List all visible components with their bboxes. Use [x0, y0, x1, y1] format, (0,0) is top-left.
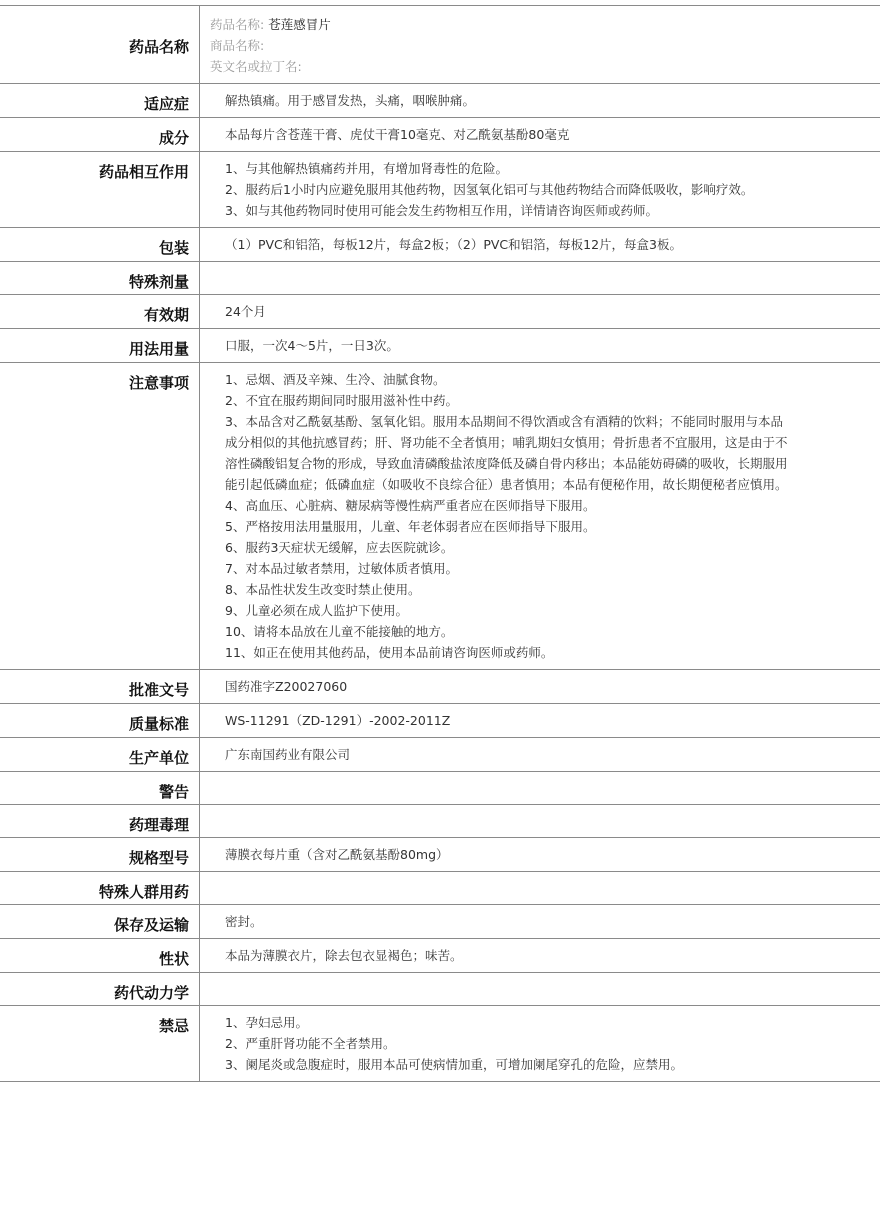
row-label: 特殊剂量: [0, 262, 200, 294]
value-line: 口服，一次4～5片，一日3次。: [225, 338, 399, 353]
value-line: 本品每片含苍莲干膏、虎仗干膏10毫克、对乙酰氨基酚80毫克: [225, 127, 570, 142]
value-line: 本品为薄膜衣片，除去包衣显褐色；味苦。: [225, 948, 463, 963]
row-label: 包装: [0, 228, 200, 261]
value-line: 6、服药3天症状无缓解，应去医院就诊。: [225, 540, 454, 555]
info-row: [0, 152, 880, 228]
row-value: [200, 872, 790, 904]
row-value: [200, 805, 790, 837]
row-value: [200, 772, 790, 804]
row-label: 性状: [0, 939, 200, 972]
row-label: 用法用量: [0, 329, 200, 362]
row-label: 警告: [0, 772, 200, 804]
value-line: 2、不宜在服药期间同时服用滋补性中药。: [225, 393, 458, 408]
value-line: （1）PVC和铝箔，每板12片，每盒2板；（2）PVC和铝箔，每板12片，每盒3板。: [225, 237, 683, 252]
info-row: [0, 905, 880, 939]
info-row: [0, 838, 880, 872]
row-label: 保存及运输: [0, 905, 200, 938]
row-value: [200, 1006, 790, 1081]
info-row: [0, 329, 880, 363]
row-label: 成分: [0, 118, 200, 151]
row-value: [200, 905, 790, 938]
value-line: 5、严格按用法用量服用，儿童、年老体弱者应在医师指导下服用。: [225, 519, 596, 534]
row-label: 适应症: [0, 84, 200, 117]
value-line: 1、与其他解热镇痛药并用，有增加肾毒性的危险。: [225, 161, 508, 176]
row-value: [200, 939, 790, 972]
row-value: [200, 670, 790, 703]
row-value: [200, 228, 790, 261]
row-value: [200, 704, 790, 737]
row-value: [200, 295, 790, 328]
generic-name-line: [210, 14, 775, 35]
drug-info-table: [0, 5, 880, 1082]
value-line: 1、孕妇忌用。: [225, 1015, 308, 1030]
row-label: 药代动力学: [0, 973, 200, 1005]
value-line: WS-11291（ZD-1291）-2002-2011Z: [225, 713, 451, 728]
value-line: 广东南国药业有限公司: [225, 747, 351, 762]
value-line: 2、服药后1小时内应避免服用其他药物，因氢氧化铝可与其他药物结合而降低吸收，影响疗效。: [225, 182, 754, 197]
value-line: 7、对本品过敏者禁用，过敏体质者慎用。: [225, 561, 458, 576]
value-line: 密封。: [225, 914, 263, 929]
value-line: 薄膜衣每片重（含对乙酰氨基酚80mg）: [225, 847, 449, 862]
row-label: 批准文号: [0, 670, 200, 703]
info-row: [0, 228, 880, 262]
row-value: [200, 152, 790, 227]
row-value: [200, 363, 790, 669]
value-line: 8、本品性状发生改变时禁止使用。: [225, 582, 421, 597]
row-value: [200, 838, 790, 871]
row-value: [200, 262, 790, 294]
value-line: 3、本品含对乙酰氨基酚、氢氧化铝。服用本品期间不得饮酒或含有酒精的饮料；不能同时服用与本品成分相似的其他抗感冒药；肝、肾功能不全者慎用；哺乳期妇女慎用；骨折患者不宜服用，这是由于不溶性磷酸铝复合物的形成，导致血清磷酸盐浓度降低及磷自骨内移出；本品能妨碍磷的吸收，长期服用能引起低磷血症；低磷血症（如吸收不良综合征）患者慎用；本品有便秘作用，故长期便秘者应慎用。: [225, 414, 788, 492]
trade-name-key: 商品名称:: [210, 38, 265, 53]
row-label: 注意事项: [0, 363, 200, 669]
row-label: 质量标准: [0, 704, 200, 737]
row-label: 规格型号: [0, 838, 200, 871]
value-line: 2、严重肝肾功能不全者禁用。: [225, 1036, 396, 1051]
value-line: 国药准字Z20027060: [225, 679, 348, 694]
value-line: 10、请将本品放在儿童不能接触的地方。: [225, 624, 454, 639]
info-row: [0, 670, 880, 704]
generic-name-key: 药品名称:: [210, 17, 265, 32]
info-row: [0, 973, 880, 1006]
info-row: [0, 1006, 880, 1082]
info-row: [0, 363, 880, 670]
info-row: [0, 772, 880, 805]
row-label: 生产单位: [0, 738, 200, 771]
row-label: 禁忌: [0, 1006, 200, 1081]
row-label: 药理毒理: [0, 805, 200, 837]
row-value: [200, 738, 790, 771]
row-value: [200, 118, 790, 151]
generic-name-value: 苍莲感冒片: [268, 17, 331, 32]
row-value: [200, 973, 790, 1005]
row-label: 药品相互作用: [0, 152, 200, 227]
row-value: [200, 329, 790, 362]
row-label: 特殊人群用药: [0, 872, 200, 904]
info-row: [0, 295, 880, 329]
info-row: [0, 84, 880, 118]
row-label: 药品名称: [0, 6, 200, 83]
value-line: 3、阑尾炎或急腹症时，服用本品可使病情加重，可增加阑尾穿孔的危险，应禁用。: [225, 1057, 683, 1072]
value-line: 24个月: [225, 304, 266, 319]
info-row: [0, 805, 880, 838]
latin-name-key: 英文名或拉丁名:: [210, 59, 302, 74]
row-value: [200, 84, 790, 117]
info-row: [0, 939, 880, 973]
info-row: [0, 262, 880, 295]
value-line: 1、忌烟、酒及辛辣、生冷、油腻食物。: [225, 372, 446, 387]
value-line: 解热镇痛。用于感冒发热，头痛，咽喉肿痛。: [225, 93, 476, 108]
row-drug-name: [0, 6, 880, 84]
info-rows: [0, 84, 880, 1082]
info-row: [0, 118, 880, 152]
latin-name-line: [210, 56, 775, 77]
value-line: 3、如与其他药物同时使用可能会发生药物相互作用，详情请咨询医师或药师。: [225, 203, 658, 218]
trade-name-line: [210, 35, 775, 56]
info-row: [0, 872, 880, 905]
drug-name-cell: [200, 6, 775, 83]
value-line: 9、儿童必须在成人监护下使用。: [225, 603, 408, 618]
info-row: [0, 704, 880, 738]
info-row: [0, 738, 880, 772]
value-line: 4、高血压、心脏病、糖尿病等慢性病严重者应在医师指导下服用。: [225, 498, 596, 513]
value-line: 11、如正在使用其他药品，使用本品前请咨询医师或药师。: [225, 645, 554, 660]
row-label: 有效期: [0, 295, 200, 328]
